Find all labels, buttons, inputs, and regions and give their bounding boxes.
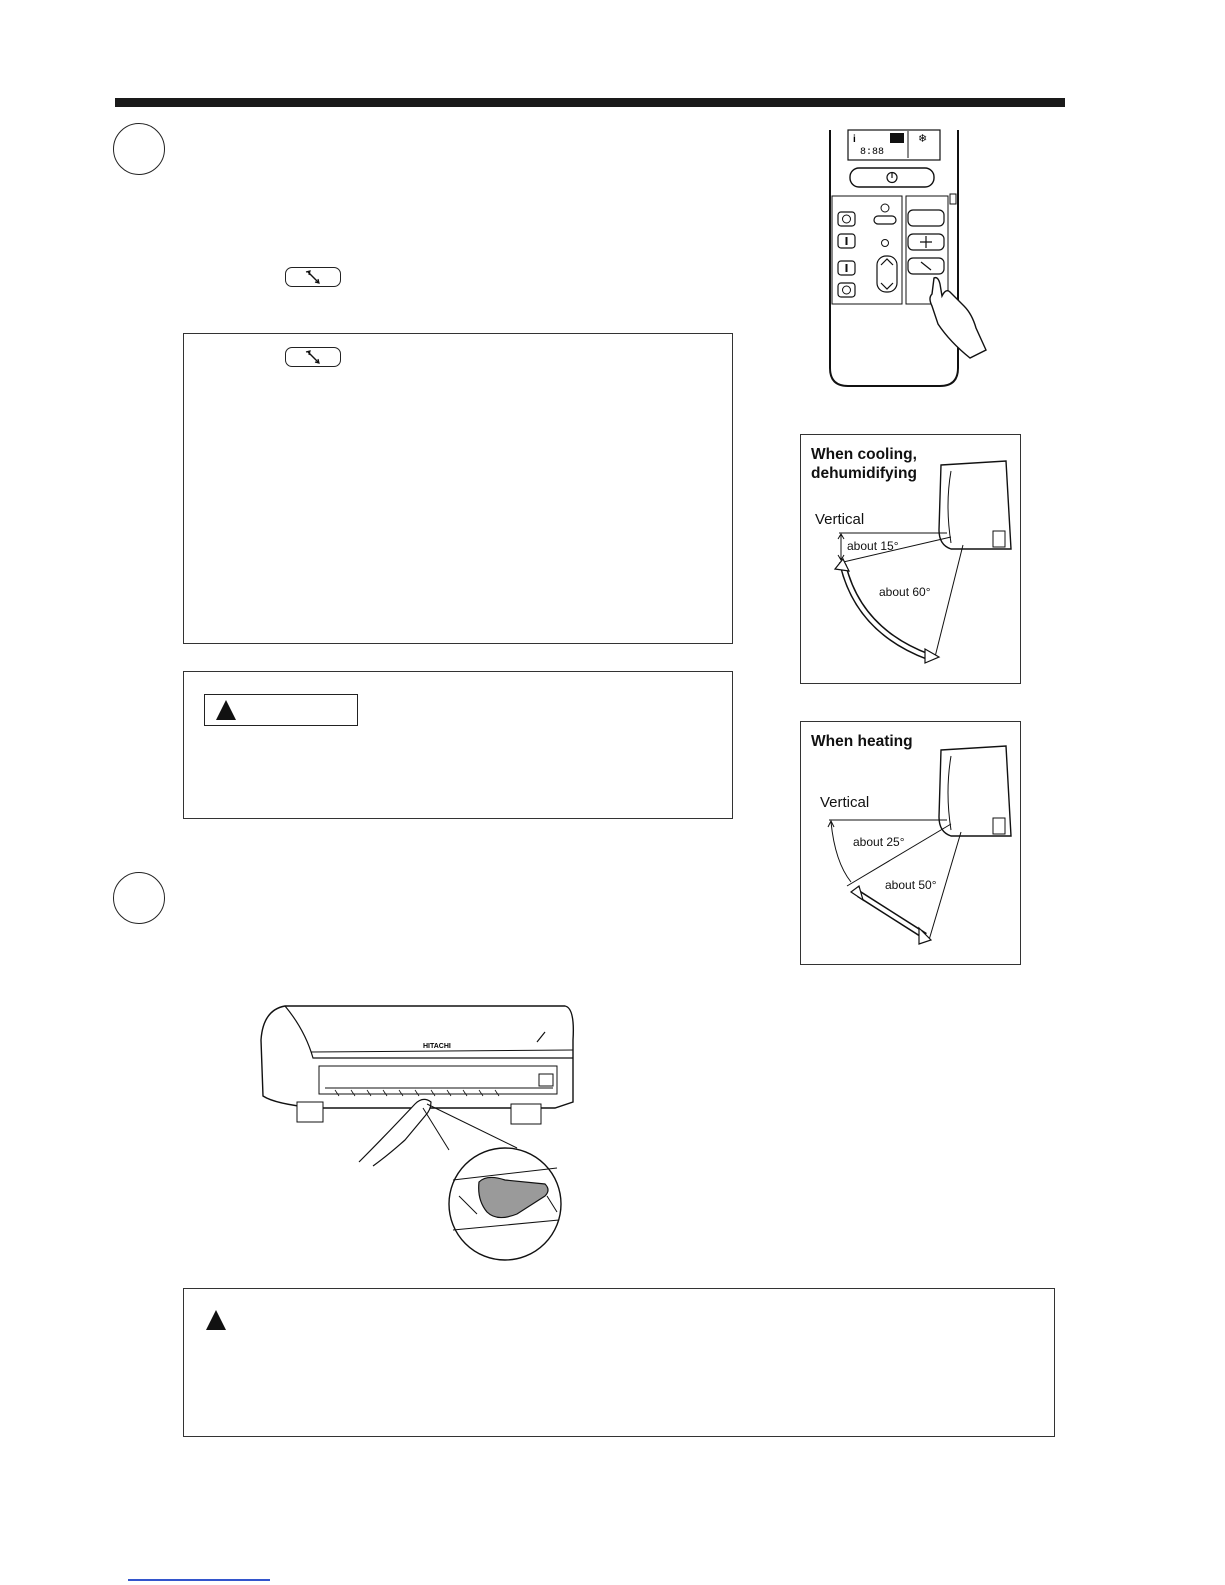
heating-title: When heating — [811, 733, 913, 750]
cooling-title-line2: dehumidifying — [811, 465, 917, 482]
brand-logo: HITACHI — [423, 1043, 451, 1050]
step-1-circle — [113, 123, 165, 175]
header-rule — [115, 98, 1065, 107]
cooling-angle-large: about 60° — [879, 585, 931, 599]
note-box — [183, 333, 733, 644]
remote-control-illustration — [820, 128, 1000, 393]
heating-angle-large: about 50° — [885, 878, 937, 892]
cooling-airflow-panel — [800, 434, 1021, 684]
indoor-unit-illustration — [255, 1000, 585, 1262]
cooling-title-line1: When cooling, — [811, 446, 917, 463]
footer-line — [128, 1579, 270, 1581]
warning-triangle-icon-bottom — [206, 1310, 226, 1330]
cooling-angle-small: about 15° — [847, 539, 899, 553]
swing-button-icon — [285, 267, 341, 287]
cooling-vertical-label: Vertical — [815, 511, 865, 528]
heating-airflow-panel — [800, 721, 1021, 965]
warning-triangle-icon — [216, 700, 236, 720]
svg-text:8:88: 8:88 — [860, 147, 885, 158]
cooling-angle-diagram — [801, 435, 1021, 684]
caution-label-box — [204, 694, 358, 726]
bottom-warning-box — [183, 1288, 1055, 1437]
snowflake-icon: ❄ — [918, 132, 928, 145]
swing-button-icon-note — [285, 347, 341, 367]
step-2-circle — [113, 872, 165, 924]
heating-angle-diagram — [801, 722, 1021, 965]
svg-text:i: i — [853, 134, 856, 145]
heating-angle-small: about 25° — [853, 835, 905, 849]
heating-vertical-label: Vertical — [820, 794, 870, 811]
